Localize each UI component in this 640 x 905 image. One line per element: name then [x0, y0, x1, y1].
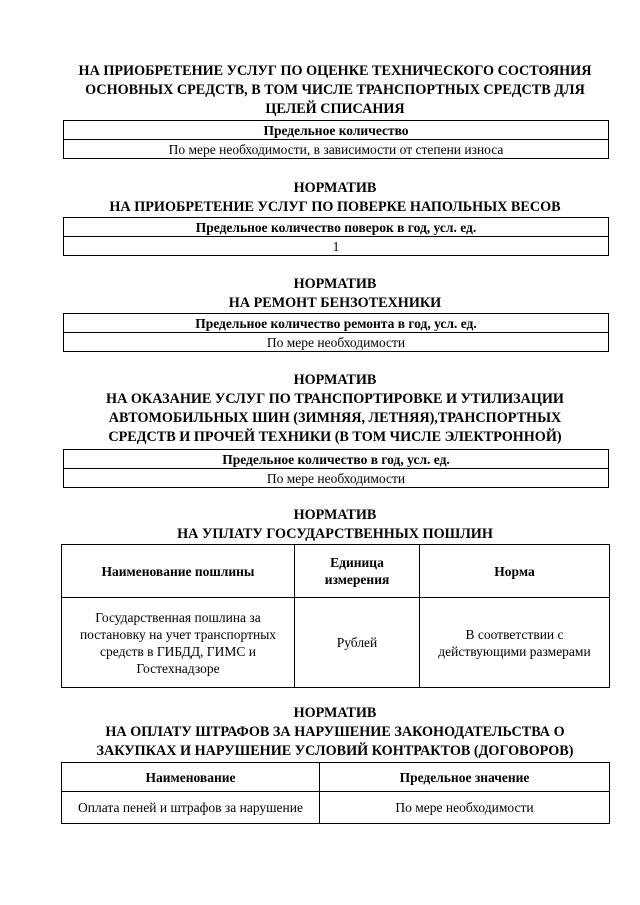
table-header-cell: Предельное количество ремонта в год, усл. ед. [64, 314, 609, 333]
section-title-tire-disposal [40, 371, 630, 447]
table-tire-disposal [63, 449, 609, 488]
title-line: НА ОПЛАТУ ШТРАФОВ ЗА НАРУШЕНИЕ ЗАКОНОДАТЕЛЬСТВА О [105, 724, 565, 740]
fee-norm-cell: В соответствии с действующими размерами [420, 598, 610, 688]
title-line: НА ОКАЗАНИЕ УСЛУГ ПО ТРАНСПОРТИРОВКЕ И УТИЛИЗАЦИИ [106, 391, 564, 407]
table-fines [61, 762, 610, 824]
table-scale-verification [63, 217, 609, 256]
title-line: НОРМАТИВ [293, 180, 377, 196]
title-line: ОСНОВНЫХ СРЕДСТВ, В ТОМ ЧИСЛЕ ТРАНСПОРТНЫХ СРЕДСТВ ДЛЯ [85, 82, 585, 98]
title-line: НА УПЛАТУ ГОСУДАРСТВЕННЫХ ПОШЛИН [177, 526, 493, 542]
table-header-cell: Предельное количество [64, 121, 609, 140]
table-value-cell: По мере необходимости [64, 333, 609, 352]
section-title-petrol-equipment-repair [40, 275, 630, 313]
fine-value-cell: По мере необходимости [320, 792, 610, 824]
title-line: НОРМАТИВ [293, 507, 377, 523]
title-line: ЦЕЛЕЙ СПИСАНИЯ [265, 101, 405, 117]
table-header-cell: Предельное количество поверок в год, усл. ед. [64, 218, 609, 237]
table-header-cell: Единица измерения [295, 545, 420, 598]
title-line: НОРМАТИВ [293, 372, 377, 388]
table-technical-assessment [63, 120, 609, 159]
title-line: НА ПРИОБРЕТЕНИЕ УСЛУГ ПО ОЦЕНКЕ ТЕХНИЧЕСКОГО СОСТОЯНИЯ [78, 63, 592, 79]
table-header-cell: Наименование пошлины [62, 545, 295, 598]
table-header-cell: Предельное количество в год, усл. ед. [64, 450, 609, 469]
title-line: НОРМАТИВ [293, 705, 377, 721]
table-value-cell: По мере необходимости [64, 469, 609, 488]
fee-name-cell: Государственная пошлина за постановку на учет транспортных средств в ГИБДД, ГИМС и Гостехнадзоре [62, 598, 295, 688]
table-header-cell: Предельное значение [320, 763, 610, 792]
title-line: ЗАКУПКАХ И НАРУШЕНИЕ УСЛОВИЙ КОНТРАКТОВ (ДОГОВОРОВ) [96, 743, 574, 759]
fine-name-cell: Оплата пеней и штрафов за нарушение [62, 792, 320, 824]
table-state-fees [61, 544, 610, 688]
table-value-cell: По мере необходимости, в зависимости от степени износа [64, 140, 609, 159]
section-title-state-fees [40, 506, 630, 544]
title-line: АВТОМОБИЛЬНЫХ ШИН (ЗИМНЯЯ, ЛЕТНЯЯ),ТРАНСПОРТНЫХ [108, 410, 562, 426]
title-line: НА РЕМОНТ БЕНЗОТЕХНИКИ [228, 295, 442, 311]
fee-unit-cell: Рублей [295, 598, 420, 688]
section-title-fines [40, 704, 630, 761]
section-title-technical-assessment [40, 62, 630, 119]
table-petrol-equipment-repair [63, 313, 609, 352]
title-line: НОРМАТИВ [293, 276, 377, 292]
table-header-cell: Норма [420, 545, 610, 598]
title-line: СРЕДСТВ И ПРОЧЕЙ ТЕХНИКИ (В ТОМ ЧИСЛЕ ЭЛЕКТРОННОЙ) [108, 429, 562, 445]
title-line: НА ПРИОБРЕТЕНИЕ УСЛУГ ПО ПОВЕРКЕ НАПОЛЬНЫХ ВЕСОВ [109, 199, 561, 215]
table-value-cell: 1 [64, 237, 609, 256]
table-header-cell: Наименование [62, 763, 320, 792]
section-title-scale-verification [40, 179, 630, 217]
